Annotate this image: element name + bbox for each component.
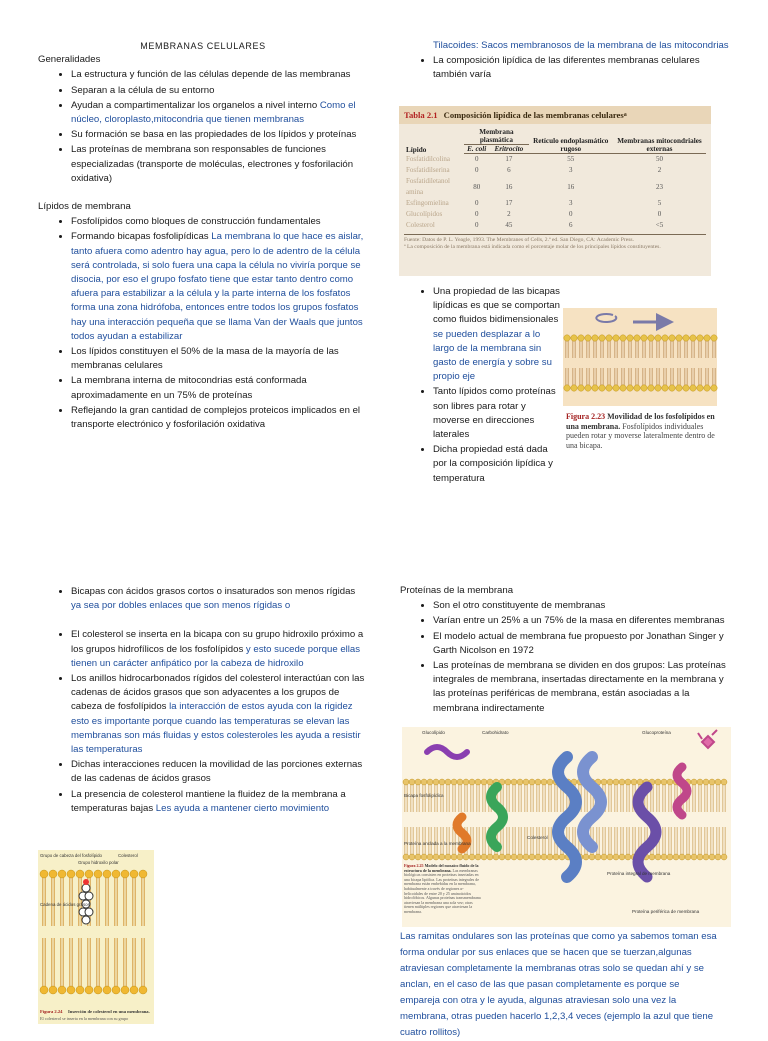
closing-paragraph: Las ramitas ondulares son las proteínas que como ya sabemos toman esa forma ondular por sus enlaces que se hacen que se tuerzan,algunas atraviesan completamente la membranas otras solo se quedan ahí y se anclan, en el caso de las que pasan completamente es porque se empareja con otra y le ayuda, algunas atraviesan solo una vez la membrana, otras pueden hacerlo 1,2,3,4 veces (ejemplo la azul que tiene cuatro rollitos): [400, 931, 717, 1038]
generalidades-list: [38, 67, 368, 186]
table-number: Tabla 2.1: [404, 109, 438, 120]
annotation-text: la interacción de estos ayuda con la rigidez esto es importante porque cuando las temperaturas se elevan las membranas son más fluidas y estos colesteroles les ayuda a resistir las temperaturas: [71, 701, 361, 756]
fluid-mosaic-figure: [402, 727, 731, 927]
list-item: [433, 613, 732, 628]
bullet-text: Tanto lípidos como proteínas son libres para rotar y moverse en direcciones laterales: [433, 386, 556, 441]
label-anchored-protein: Proteína anclada a la membrana: [404, 841, 471, 846]
col-plasma: Membrana plasmática: [464, 128, 528, 145]
cell-ecoli: 0: [474, 199, 479, 207]
label-bilayer: Bicapa fosfolipídica: [404, 793, 444, 798]
cell-mito: 50: [656, 155, 663, 163]
cholesterol-insertion-figure: [38, 850, 154, 1024]
list-item: [71, 229, 368, 344]
cell-eritro: 2: [507, 210, 511, 218]
label-fatty-chain: Cadena de ácidos grasos: [40, 902, 90, 907]
bullet-text: Los lípidos constituyen el 50% de la masa de la mayoría de las membranas celulares: [71, 346, 339, 372]
table-source-note: Fuente: Datos de P. L. Yeagle, 1993. The Membranes of Cells, 2.ª ed. San Diego, CA: Academic Press.: [404, 237, 634, 243]
tilacoides-text: Tilacoides: Sacos membranosos de la membrana de las mitocondrias: [433, 40, 729, 51]
cell-mito: 0: [657, 210, 662, 218]
cell-mito: <5: [655, 221, 664, 229]
cell-ecoli: 80: [473, 182, 481, 191]
list-item: [71, 214, 368, 229]
bullet-text: Formando bicapas fosfolipídicas: [71, 231, 212, 243]
cell-eritro: 17: [505, 199, 513, 207]
list-item: [433, 284, 562, 384]
label-integral-protein: Proteína integral de membrana: [607, 871, 671, 876]
cell-mito: 23: [656, 182, 663, 191]
cell-mito: 5: [657, 199, 662, 207]
fluidity-list-column: [400, 284, 562, 486]
list-item: [71, 787, 368, 816]
cell-ecoli: 0: [474, 221, 479, 229]
cell-name: Esfingomielina: [406, 199, 449, 207]
label-glycoprotein: Glucoproteína: [642, 730, 671, 735]
bullet-text: El colesterol se inserta en la bicapa con su grupo hidroxilo próximo a los grupos hidrofílicos de los fosfolípidos: [71, 629, 364, 655]
table-row: [404, 198, 706, 209]
fluidity-list: [400, 284, 562, 486]
page-title: MEMBRANAS CELULARES: [140, 41, 266, 51]
table-row: [404, 209, 706, 220]
list-item: [433, 442, 562, 486]
bullet-text: Ayudan a compartimentalizar los organelos a nivel interno: [71, 99, 320, 111]
cell-ret: 55: [567, 155, 575, 163]
annotation-text: y esto sucede porque ellas tienen un carácter anfipático por la cabeza de hidroxilo: [71, 643, 361, 669]
bullet-text: Los anillos hidrocarbonados rígidos del colesterol interactúan con las cadenas de ácidos grasos que son adyacentes a los grupos de cabeza de fosfolípidos: [71, 673, 365, 713]
list-item: [433, 629, 732, 658]
cell-ecoli: 0: [474, 166, 479, 174]
label-peripheral-protein: Proteína periférica de membrana: [632, 909, 700, 914]
list-item: [71, 403, 368, 432]
figure-2-24-title: Inserción de colesterol en una membrana.: [68, 1009, 150, 1014]
bullet-text: Dichas interacciones reducen la movilidad de las porciones externas de las cadenas de ácidos grasos: [71, 759, 363, 785]
list-item: [433, 598, 732, 613]
list-item: [71, 373, 368, 402]
cell-ecoli: 0: [474, 155, 479, 163]
list-item: [71, 142, 368, 186]
bullet-text: Su formación se basa en las propiedades de los lípidos y proteínas: [71, 129, 357, 141]
bullet-text: Varían entre un 25% a un 75% de la masa en diferentes membranas: [433, 615, 725, 627]
table-row: [404, 165, 706, 176]
phospholipid-mobility-figure: [563, 308, 717, 406]
section-heading-generalidades: Generalidades: [38, 54, 101, 66]
composition-list: [400, 53, 730, 82]
col-reticulo: Retículo endoplasmático rugoso: [529, 128, 613, 154]
bullet-text: La composición lipídica de las diferentes membranas celulares también varía: [433, 55, 700, 81]
table-caption-mark: a: [623, 111, 627, 118]
bullet-text: Las proteínas de membrana son responsables de funciones especializadas (transporte de moléculas, electrones y fosforilación oxidativa): [71, 144, 354, 184]
list-item: [71, 627, 368, 671]
col-ecoli: E. coli: [464, 145, 489, 154]
cell-name: Fosfatidilcolina: [406, 154, 450, 163]
figure-2-24-text: El colesterol se inserta en la membrana con su grupo: [40, 1016, 129, 1021]
figure-2-23-caption: [566, 412, 718, 450]
list-item: [71, 344, 368, 373]
cell-ret: 3: [569, 166, 573, 174]
bullet-text: Las proteínas de membrana se dividen en dos grupos: Las proteínas integrales de membrana, insertadas directamente en la membrana y las proteínas periféricas de membrana, están asociadas a la membrana indirectamente: [433, 660, 726, 714]
label-hydroxyl: Grupo hidroxilo polar: [78, 860, 119, 865]
annotation-text: Les ayuda a mantener cierto movimiento: [155, 802, 330, 814]
section-heading-proteinas: Proteínas de la membrana: [400, 585, 514, 596]
bullet-text: Una propiedad de las bicapas lipídicas es que se comportan como fluidos bidimensionales: [433, 286, 560, 326]
table-footnote: ª La composición de la membrana está indicada como el porcentaje molar de los principales lípidos constituyentes.: [404, 244, 661, 250]
figure-2-23-title: Movilidad de los fosfolípidos en una membrana.: [566, 412, 715, 431]
label-carbohydrate: Carbohidrato: [482, 730, 509, 735]
annotation-text: se pueden desplazar a lo largo de la membrana sin gasto de energía y sobre su propio eje: [433, 328, 552, 383]
label-cholesterol-25: Colesterol: [527, 835, 548, 840]
right-bottom-column: [400, 584, 732, 716]
bullet-text: Fosfolípidos como bloques de construcción fundamentales: [71, 216, 321, 228]
bullet-text: La presencia de colesterol mantiene la fluidez de la membrana a temperaturas bajas: [71, 788, 346, 814]
list-item: [71, 67, 368, 82]
bullet-text: La estructura y función de las células depende de las membranas: [71, 69, 351, 81]
col-lipid: Lípido: [406, 145, 427, 154]
cell-name: Colesterol: [406, 221, 435, 229]
bullet-text: Reflejando la gran cantidad de complejos proteicos implicados en el transporte electrónico y fosforilación oxidativa: [71, 404, 361, 431]
list-item: [71, 671, 368, 757]
table-row: [404, 220, 706, 231]
left-top-column: [38, 39, 368, 432]
col-eritrocito: Eritrocito: [489, 145, 528, 154]
cell-ret: 3: [569, 199, 573, 207]
bullet-text: La membrana interna de mitocondrias está conformada aproximadamente en un 75% de proteínas: [71, 375, 307, 401]
figure-2-24-number: Figura 2.24: [40, 1009, 63, 1014]
cell-eritro: 45: [505, 221, 513, 229]
lipidos-list: [38, 214, 368, 432]
lipid-composition-table-figure: [399, 106, 711, 276]
cholesterol-list: [38, 584, 368, 816]
annotation-text: ya sea por dobles enlaces que son menos rígidas o: [71, 600, 291, 612]
list-item: [433, 53, 730, 82]
list-item: [71, 757, 368, 786]
section-heading-lipidos: Lípidos de membrana: [38, 201, 131, 213]
list-item: [433, 384, 562, 442]
lipid-table: [404, 128, 706, 231]
left-bottom-column: [38, 584, 368, 816]
cell-name: Glucolípidos: [406, 210, 443, 218]
cell-eritro: 6: [507, 166, 511, 174]
cell-ecoli: 0: [474, 210, 479, 218]
table-row: [404, 154, 706, 166]
bullet-text: Bicapas con ácidos grasos cortos o insaturados son menos rígidas: [71, 586, 356, 597]
cell-eritro: 16: [505, 182, 513, 191]
figure-2-25-text: Las membranas biológicas consisten en proteínas insertadas en una bicapa lipídica. Las proteínas integrales de membrana están embebidas en la membrana, habitualmente a través de regiones α-helicoidales de entre 20 y 25 aminoácidos hidrofóbicos. Algunas proteínas transmembrana atraviesan la membrana una sola vez; otras tienen múltiples regiones que atraviesan la membrana.: [404, 867, 481, 914]
cell-mito: 2: [657, 166, 662, 174]
bullet-text: Separan a la célula de su entorno: [71, 84, 215, 96]
bullet-text: Dicha propiedad está dada por la composición lipídica y temperatura: [433, 444, 553, 484]
cell-ret: 0: [569, 210, 573, 218]
label-cholesterol: Colesterol: [118, 853, 138, 858]
annotation-text: La membrana lo que hace es aislar, tanto afuera como adentro hay agua, pero lo de adentro de la célula será controlada, si solo fuera una capa la célula no viviría porque se disocia, por eso el grupo fosfato tiene que estar tanto dentro como afuera para estabilizar a la célula y la parte interna de los fosfatos forma una zona hidrófoba, entonces entre todos los grupos fosfatos hay una interacción pequeña que se llama Van der Waals que juntos todos ayudan a estabilizar: [71, 231, 364, 342]
cell-eritro: 17: [505, 155, 513, 163]
right-top-column: [400, 39, 730, 83]
table-caption: Composición lipídica de las membranas celulares: [443, 109, 624, 120]
figure-2-25-title: Modelo del mosaico fluido de la estructura de la membrana.: [404, 863, 479, 873]
cell-ret: 6: [569, 221, 573, 229]
list-item: [71, 83, 368, 98]
proteins-list: [400, 598, 732, 716]
label-head-group: Grupo de cabeza del fosfolípido: [40, 853, 102, 858]
figure-2-23-number: Figura 2.23: [566, 412, 606, 421]
col-mito: Membranas mitocondriales externas: [613, 128, 706, 154]
list-item: [71, 127, 368, 142]
annotation-text: Como el núcleo, cloroplasto,mitocondria que tienen membranas: [71, 99, 356, 126]
cell-ret: 16: [567, 182, 575, 191]
cell-name: Fosfatidilserina: [406, 166, 450, 174]
label-glucolipid: Glucolípido: [422, 730, 445, 735]
figure-2-23-text: Fosfolípidos individuales pueden rotar y moverse lateralmente dentro de una bicapa.: [566, 421, 715, 450]
list-item: [71, 98, 368, 127]
figure-2-25-number: Figura 2.25: [404, 863, 424, 868]
cell-name: Fosfatidiletanol amina: [406, 177, 450, 196]
bullet-text: El modelo actual de membrana fue propuesto por Jonathan Singer y Garth Nicolson en 1972: [433, 630, 724, 656]
list-item: [433, 658, 732, 716]
bullet-text: Son el otro constituyente de membranas: [433, 600, 606, 612]
table-row: [404, 176, 706, 198]
list-item: [71, 584, 368, 613]
